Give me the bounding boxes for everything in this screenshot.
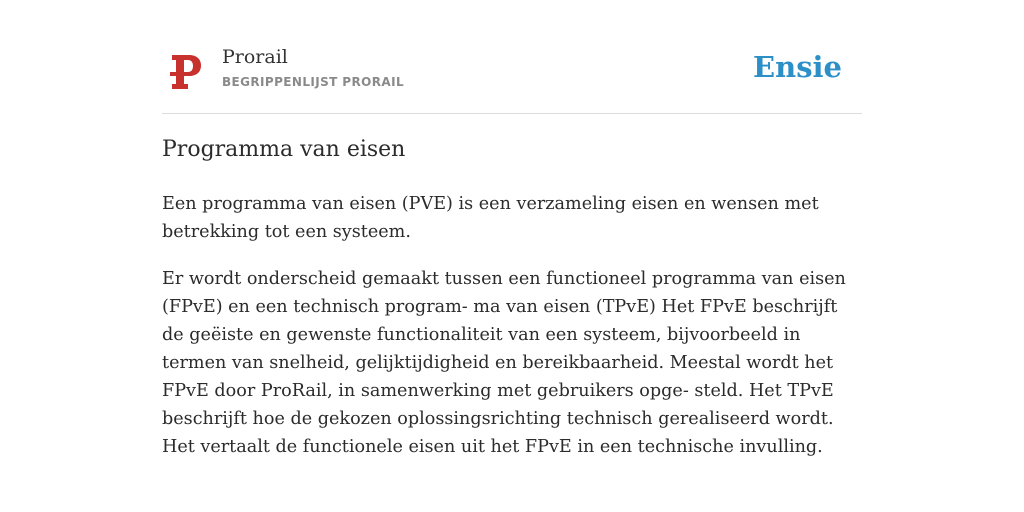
prorail-p-logo-icon[interactable] xyxy=(169,53,203,91)
header xyxy=(162,0,862,114)
page-title: Programma van eisen xyxy=(162,137,406,162)
definition-paragraph: Er wordt onderscheid gemaakt tussen een functioneel programma van eisen (FPvE) en een technisch program- ma van eisen (TPvE) Het FPvE beschrijft de geëiste en gewenste functionaliteit van een systeem, bijvoorbeeld in termen van snelheid, gelijktijdigheid en bereikbaarheid. Meestal wordt het FPvE door ProRail, in samenwerking met gebruikers opge- steld. Het TPvE beschrijft hoe de gekozen oplossingsrichting technisch gerealiseerd wordt. Het vertaalt de functionele eisen uit het FPvE in een technische invulling. xyxy=(162,269,846,457)
content-container xyxy=(162,0,862,457)
ensie-brand-logo[interactable]: Ensie xyxy=(753,50,842,84)
source-subtitle[interactable]: BEGRIPPENLIJST PRORAIL xyxy=(222,75,404,89)
definition-paragraph: Een programma van eisen (PVE) is een verzameling eisen en wensen met betrekking tot een systeem. xyxy=(162,194,819,242)
source-name[interactable]: Prorail xyxy=(222,46,288,68)
